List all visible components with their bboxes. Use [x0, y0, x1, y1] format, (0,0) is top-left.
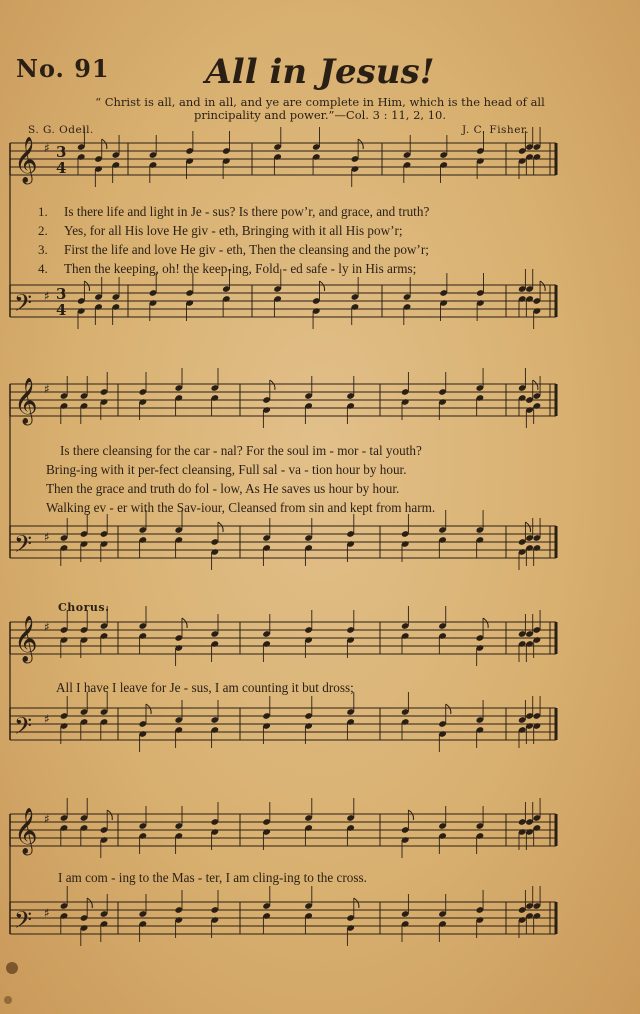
verse-line: Then the grace and truth do fol - low, As He saves us hour by hour. — [46, 481, 400, 496]
svg-text:𝄢: 𝄢 — [14, 712, 33, 745]
svg-text:𝄞: 𝄞 — [14, 616, 38, 662]
lyricist-credit: S. G. Odell. — [28, 124, 94, 136]
svg-text:♯: ♯ — [44, 906, 50, 920]
ink-stain — [4, 996, 12, 1004]
hymn-title: All in Jesus! — [205, 52, 435, 92]
svg-text:𝄞: 𝄞 — [14, 137, 38, 183]
svg-text:4: 4 — [56, 301, 67, 319]
svg-text:𝄢: 𝄢 — [14, 530, 33, 563]
svg-text:♯: ♯ — [44, 382, 50, 396]
hymn-number: No. 91 — [16, 54, 110, 83]
verse-number: 4. — [38, 261, 48, 276]
svg-text:3: 3 — [56, 143, 67, 161]
svg-text:3: 3 — [56, 285, 67, 303]
svg-text:♯: ♯ — [44, 530, 50, 544]
verse-line: Then the keeping, oh! the keep-ing, Fold - ed safe - ly in His arms; — [64, 261, 417, 276]
verse-line: First the life and love He giv - eth, Then the cleansing and the pow’r; — [64, 242, 429, 257]
svg-text:4: 4 — [56, 159, 67, 177]
svg-text:♯: ♯ — [44, 812, 50, 826]
chorus-label: Chorus. — [58, 601, 110, 614]
verse-line: Is there life and light in Je - sus? Is there pow’r, and grace, and truth? — [64, 204, 430, 219]
composer-credit: J. C. Fisher. — [462, 124, 530, 136]
epigraph-line-2: principality and power.”—Col. 3 : 11, 2, 10. — [194, 108, 446, 122]
verse-number: 1. — [38, 204, 48, 219]
svg-text:♯: ♯ — [44, 289, 50, 303]
svg-text:𝄢: 𝄢 — [14, 906, 33, 939]
svg-text:♯: ♯ — [44, 712, 50, 726]
svg-text:𝄞: 𝄞 — [14, 378, 38, 424]
epigraph-line-1: “ Christ is all, and in all, and ye are complete in Him, which is the head of all — [95, 95, 545, 109]
verse-line: Yes, for all His love He giv - eth, Bringing with it all His pow’r; — [64, 223, 403, 238]
svg-text:♯: ♯ — [44, 141, 50, 155]
verse-line: Is there cleansing for the car - nal? For the soul im - mor - tal youth? — [60, 443, 422, 458]
chorus-line-2: I am com - ing to the Mas - ter, I am cling-ing to the cross. — [58, 870, 367, 885]
verse-line: Bring-ing with it per-fect cleansing, Full sal - va - tion hour by hour. — [46, 462, 407, 477]
verse-number: 2. — [38, 223, 48, 238]
chorus-line-1: All I have I leave for Je - sus, I am counting it but dross; — [56, 680, 354, 695]
verse-line: Walking ev - er with the Sav-iour, Cleansed from sin and kept from harm. — [46, 500, 436, 515]
svg-text:♯: ♯ — [44, 620, 50, 634]
svg-text:𝄢: 𝄢 — [14, 289, 33, 322]
ink-stain — [6, 962, 18, 974]
svg-text:𝄞: 𝄞 — [14, 808, 38, 854]
verse-number: 3. — [38, 242, 48, 257]
